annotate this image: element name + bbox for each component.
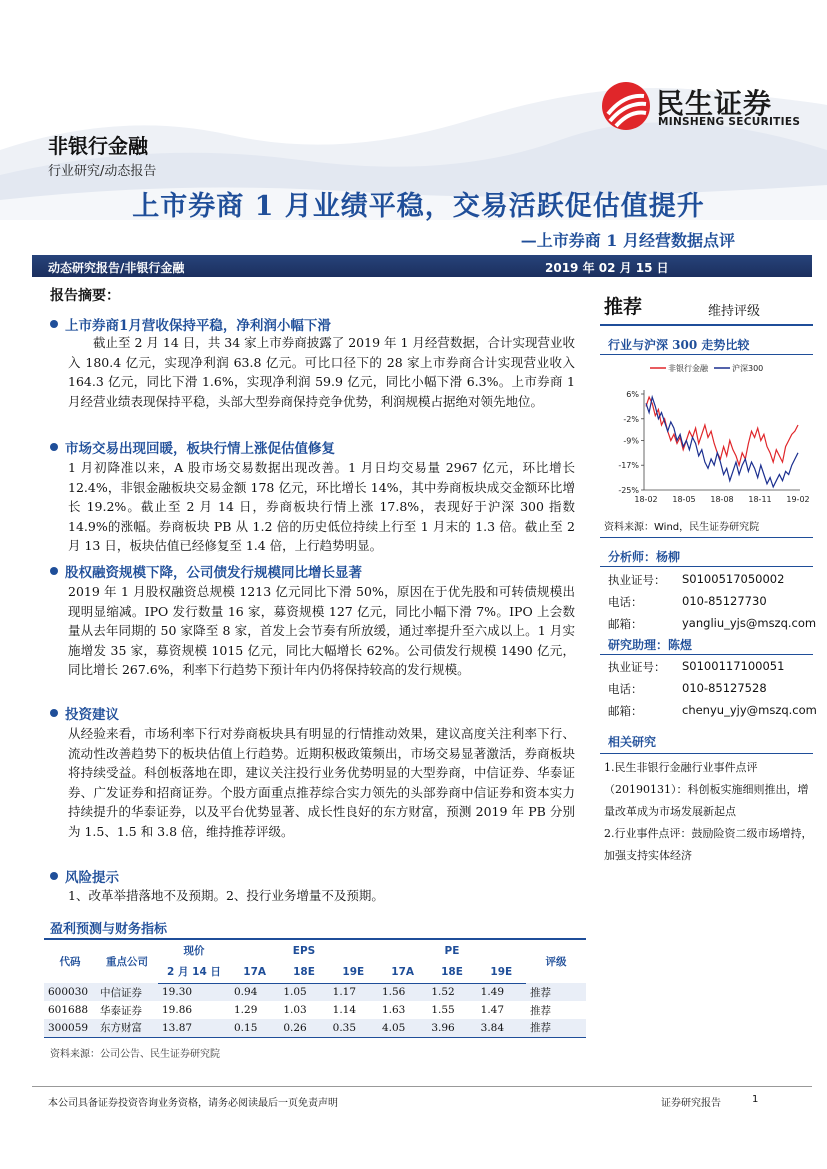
section-text: 截止至 2 月 14 日，共 34 家上市券商披露了 2019 年 1 月经营数据，合计实现营业收入 180.4 亿元，实现净利润 63.8 亿元。可比口径下的 28 家上市券商合计实现营业收入 164.3 亿元，同比下滑 1.6%，实现净利润 59.9 亿元，同比小幅下滑 6.3%。上市券商 1 月经营业绩表现保持平稳，头部大型券商保持竞争优势，利润规模占据绝对领先地位。 (68, 335, 575, 409)
col-price: 现价 (158, 939, 230, 961)
cell-company: 东方财富 (96, 1019, 158, 1037)
cell-price: 19.30 (158, 983, 230, 1001)
assistant-phone: 010-85127528 (682, 681, 767, 695)
assistant-phone-label: 电话： (608, 682, 643, 696)
cell-price: 13.87 (158, 1019, 230, 1037)
bullet-icon (50, 872, 58, 880)
section-heading: 投资建议 (50, 703, 119, 723)
x-tick-label: 18-05 (672, 495, 696, 504)
x-tick-label: 18-11 (748, 495, 772, 504)
col-eps: EPS (230, 939, 378, 961)
col-year: 17A (378, 961, 427, 983)
chart-source: 资料来源：Wind，民生证券研究院 (604, 522, 760, 533)
section-heading: 股权融资规模下降，公司债发行规模同比增长显著 (50, 561, 362, 581)
col-year: 18E (279, 961, 328, 983)
cell-pe: 3.96 (427, 1019, 476, 1037)
y-tick-label: -2% (623, 414, 639, 424)
cell-price: 19.86 (162, 1004, 193, 1016)
analyst-phone-label: 电话： (608, 595, 643, 609)
rating: 维持评级 (708, 304, 761, 319)
cell-company: 华泰证券 (100, 1004, 142, 1017)
cell-eps: 1.29 (234, 1004, 258, 1016)
cell-pe: 1.47 (480, 1004, 505, 1016)
assistant-email-label: 邮箱： (608, 704, 643, 718)
cell-rating: 推荐 (530, 1004, 551, 1017)
analyst-email[interactable]: yangliu_yjs@mszq.com (682, 616, 817, 630)
cell-rating: 推荐 (526, 1019, 586, 1037)
section-text: 1 月初降准以来，A 股市场交易数据出现改善。1 月日均交易量 2967 亿元，环比增长 12.4%，非银金融板块交易金额 178 亿元，环比增长 14%，其中券商板块成交金额环比增长 19.2%。截止至 2 月 14 日，券商板块行情上涨 17.8%，表现好于沪深 300 指数 14.9%的涨幅。券商板块 PB 从 1.2 倍的历史低位持续上行至 1 月末的 1.3 倍。截止至 2 月 13 日，板块估值已经修复至 1.4 倍，上行趋势明显。 (68, 460, 575, 553)
chart-title: 行业与沪深 300 走势比较 (608, 338, 750, 352)
col-rating: 评级 (526, 939, 586, 983)
table-source: 资料来源：公司公告、民生证券研究院 (50, 1049, 220, 1060)
analyst-phone: 010-85127730 (682, 594, 767, 608)
cell-company: 中信证券 (96, 983, 158, 1001)
related-label: 相关研究 (608, 735, 657, 749)
col-pe: PE (378, 939, 526, 961)
divider (600, 354, 813, 355)
brand-name-en: MINSHENG SECURITIES (658, 116, 801, 128)
bullet-icon (50, 443, 58, 451)
report-subtitle: —上市券商 1 月经营数据点评 (520, 231, 735, 250)
cell-pe: 1.55 (431, 1004, 455, 1016)
section-heading: 市场交易出现回暖，板块行情上涨促估值修复 (50, 437, 335, 457)
footer-disclaimer: 本公司具备证券投资咨询业务资格，请务必阅读最后一页免责声明 (48, 1098, 338, 1109)
report-title: 上市券商 1 月业绩平稳，交易活跃促估值提升 (132, 191, 705, 222)
related-item[interactable]: 2.行业事件点评：鼓励险资二级市场增持，加强支持实体经济 (604, 827, 813, 862)
assistant-label: 研究助理：陈煜 (608, 638, 693, 652)
cell-pe: 3.84 (477, 1019, 526, 1037)
x-tick-label: 18-02 (634, 495, 658, 504)
cell-eps: 1.03 (283, 1004, 307, 1016)
cell-pe: 1.56 (378, 983, 427, 1001)
x-tick-label: 19-02 (786, 495, 810, 504)
footer-report: 证券研究报告 (661, 1098, 721, 1109)
table-row (44, 983, 586, 1001)
divider (600, 537, 813, 538)
bullet-icon (50, 567, 58, 575)
section-heading: 风险提示 (50, 866, 119, 886)
minsheng-logo-icon (600, 80, 652, 132)
trend-chart (600, 358, 813, 514)
analyst-label: 分析师：杨柳 (608, 550, 681, 564)
cell-pe: 1.49 (477, 983, 526, 1001)
sector-label: 非银行金融 (48, 134, 148, 158)
cell-rating: 推荐 (526, 983, 586, 1001)
col-year: 19E (329, 961, 378, 983)
section-heading: 上市券商1月营收保持平稳，净利润小幅下滑 (50, 314, 331, 334)
cell-code: 300059 (44, 1019, 96, 1037)
analyst-license: S0100517050002 (682, 572, 785, 586)
brand-name-cn: 民生证券 (656, 87, 773, 120)
table-title: 盈利预测与财务指标 (50, 922, 168, 937)
analyst-email-label: 邮箱： (608, 617, 643, 631)
col-year: 17A (230, 961, 279, 983)
cell-eps: 0.15 (230, 1019, 279, 1037)
divider (600, 566, 813, 567)
header-bar-category: 动态研究报告/非银行金融 (48, 261, 185, 275)
col-year: 18E (427, 961, 476, 983)
cell-eps: 1.17 (329, 983, 378, 1001)
y-tick-label: -17% (618, 461, 639, 471)
related-item[interactable]: 1.民生非银行金融行业事件点评（20190131）：科创板实施细则推出，增量改革成为市场发展新起点 (604, 761, 809, 818)
footer-divider (32, 1086, 812, 1087)
assistant-license-label: 执业证号： (608, 660, 666, 674)
cell-code: 601688 (48, 1004, 89, 1016)
legend-label: 沪深300 (732, 364, 764, 373)
page-number: 1 (752, 1094, 759, 1105)
cell-eps: 0.35 (329, 1019, 378, 1037)
cell-eps: 1.14 (332, 1004, 357, 1016)
cell-eps: 1.05 (279, 983, 328, 1001)
section-text: 从经验来看，市场利率下行对券商板块具有明显的行情推动效果，建议高度关注利率下行、流动性改善趋势下的板块估值上行趋势。近期积极政策频出，市场交易显著激活，券商板块将持续受益。科创板落地在即，建议关注投行业务优势明显的大型券商，中信证券、华泰证券、广发证券和招商证券。个股方面重点推荐综合实力领先的头部券商中信证券和资本实力持续提升的华泰证券，以及平台优势显著、成长性良好的东方财富，预测 2019 年 PB 分别为 1.5、1.5 和 3.8 倍，维持推荐评级。 (68, 726, 575, 839)
summary-label: 报告摘要： (50, 288, 120, 304)
cell-pe: 1.63 (381, 1004, 406, 1016)
divider (600, 654, 813, 655)
section-text: 2019 年 1 月股权融资总规模 1213 亿元同比下滑 50%，原因在于优先股和可转债规模出现明显缩减。IPO 发行数量 16 家，募资规模 127 亿元，同比小幅下滑 7%。IPO 上会数量从去年同期的 50 家降至 8 家，首发上会节奏有所放缓，通过率提升至六成以上。1 月实施增发 35 家，募资规模 1015 亿元，同比大幅增长 62%。公司债发行规模 1490 亿元，同比增长 267.6%，利率下行趋势下预计年内仍将保持较高的发行规模。 (68, 584, 575, 677)
col-code: 代码 (44, 939, 96, 983)
recommendation: 推荐 (604, 296, 643, 318)
series-line (646, 397, 798, 487)
cell-pe: 1.52 (427, 983, 476, 1001)
cell-pe: 4.05 (378, 1019, 427, 1037)
divider (600, 324, 813, 326)
col-company: 重点公司 (96, 939, 158, 983)
cell-eps: 0.94 (230, 983, 279, 1001)
table-row (44, 1019, 586, 1037)
y-tick-label: -9% (623, 436, 639, 446)
analyst-license-label: 执业证号： (608, 573, 666, 587)
x-tick-label: 18-08 (710, 495, 734, 504)
section-text: 1、改革举措落地不及预期。2、投行业务增量不及预期。 (68, 888, 384, 903)
col-year: 19E (477, 961, 526, 983)
cell-eps: 0.26 (279, 1019, 328, 1037)
report-type: 行业研究/动态报告 (48, 164, 157, 179)
assistant-license: S0100117100051 (682, 659, 785, 673)
series-line (646, 397, 798, 465)
legend-label: 非银行金融 (668, 364, 708, 373)
bullet-icon (50, 320, 58, 328)
report-date: 2019 年 02 月 15 日 (545, 261, 669, 275)
cell-code: 600030 (44, 983, 96, 1001)
forecast-table (44, 938, 586, 1038)
divider (600, 753, 813, 754)
col-price-date: 2 月 14 日 (158, 961, 230, 983)
assistant-email[interactable]: chenyu_yjy@mszq.com (682, 703, 817, 717)
bullet-icon (50, 709, 58, 717)
y-tick-label: -25% (618, 486, 639, 495)
y-tick-label: 6% (626, 390, 639, 399)
table-row (44, 1001, 586, 1019)
